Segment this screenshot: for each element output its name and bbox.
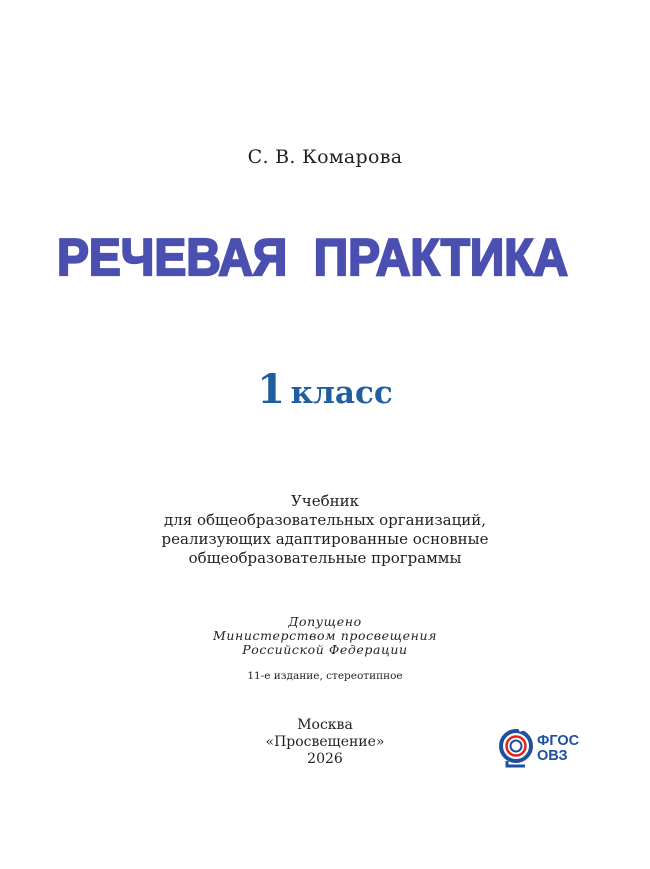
edition-note: 11-е издание, стереотипное <box>247 670 403 682</box>
grade-number: 1 <box>257 366 286 413</box>
fgos-ovz-logo <box>499 728 589 768</box>
book-title-text: РЕЧЕВАЯ ПРАКТИКА <box>57 229 568 287</box>
publisher-name: «Просвещение» <box>265 734 385 750</box>
logo-line1: ФГОС <box>537 733 580 749</box>
description <box>0 492 650 568</box>
description-line: реализующих адаптированные основные <box>161 530 489 548</box>
description-line: общеобразовательные программы <box>188 549 462 567</box>
book-title <box>0 228 650 288</box>
description-line: для общеобразовательных организаций, <box>163 511 487 529</box>
grade <box>0 366 650 413</box>
publication-year: 2026 <box>307 751 343 767</box>
approval-line: Допущено <box>288 614 362 629</box>
author: С. В. Комарова <box>247 146 403 168</box>
publisher-city: Москва <box>297 717 353 733</box>
approval-line: Российской Федерации <box>242 642 408 657</box>
grade-word: класс <box>290 375 393 411</box>
description-line: Учебник <box>290 492 360 510</box>
approval-line: Министерством просвещения <box>212 628 438 643</box>
approval-note <box>0 615 650 657</box>
logo-line2: ОВЗ <box>537 748 568 764</box>
fgos-emblem-icon <box>499 728 535 768</box>
